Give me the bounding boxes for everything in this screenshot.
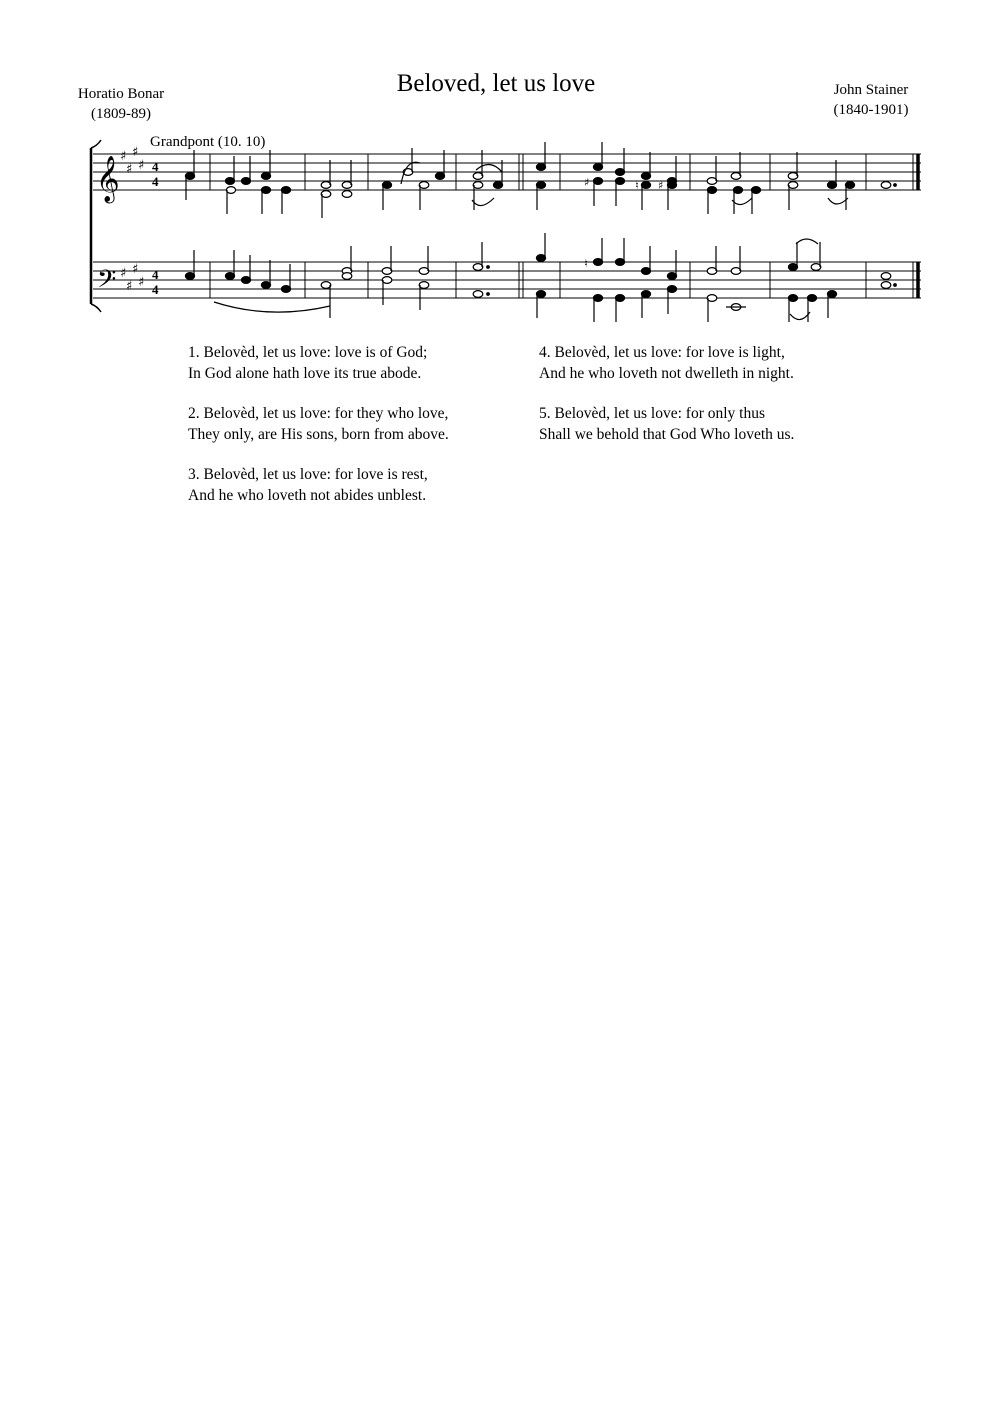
verse-column-1 <box>188 342 528 525</box>
svg-text:♮: ♮ <box>584 257 588 270</box>
svg-text:♯: ♯ <box>584 176 590 189</box>
svg-text:♯: ♯ <box>120 266 127 281</box>
svg-text:4: 4 <box>152 267 159 282</box>
tune-name: Grandpont (10. 10) <box>150 134 266 150</box>
verse-line: And he who loveth not abides unblest. <box>188 487 427 504</box>
treble-notes <box>185 142 896 218</box>
svg-text:♯: ♯ <box>132 262 139 277</box>
svg-text:♯: ♯ <box>138 158 145 173</box>
treble-time-signature <box>152 159 159 189</box>
verse-3 <box>188 464 528 506</box>
svg-text:♯: ♯ <box>138 275 145 290</box>
barlines <box>210 154 918 298</box>
svg-text:♯: ♯ <box>120 149 127 164</box>
verse-line: 2. Belovèd, let us love: for they who love, <box>188 405 449 422</box>
bass-time-signature <box>152 267 159 297</box>
verse-line: 1. Belovèd, let us love: love is of God; <box>188 344 428 361</box>
verse-line: In God alone hath love its true abode. <box>188 365 422 382</box>
bass-notes <box>185 233 896 322</box>
verse-line: Shall we behold that God Who loveth us. <box>539 426 795 443</box>
verse-line: And he who loveth not dwelleth in night. <box>539 365 794 382</box>
svg-text:♯: ♯ <box>126 279 133 294</box>
svg-text:♯: ♯ <box>658 179 664 192</box>
svg-text:♯: ♯ <box>126 162 133 177</box>
svg-text:♮: ♮ <box>635 179 639 192</box>
svg-text:4: 4 <box>152 174 159 189</box>
verse-line: 4. Belovèd, let us love: for love is light, <box>539 344 785 361</box>
hymn-title: Beloved, let us love <box>396 70 596 97</box>
verse-line: 5. Belovèd, let us love: for only thus <box>539 405 766 422</box>
author-dates: (1809-89) <box>91 106 151 122</box>
verse-5 <box>539 403 879 445</box>
verse-1 <box>188 342 528 384</box>
bass-clef-icon: 𝄢 <box>97 265 117 300</box>
svg-text:4: 4 <box>152 159 159 174</box>
verse-line: They only, are His sons, born from above. <box>188 426 449 443</box>
verse-line: 3. Belovèd, let us love: for love is rest, <box>188 466 428 483</box>
composer-dates: (1840-1901) <box>833 102 909 118</box>
svg-text:♯: ♯ <box>132 145 139 160</box>
verse-4 <box>539 342 879 384</box>
svg-text:4: 4 <box>152 282 159 297</box>
music-score <box>0 0 992 340</box>
composer-name: John Stainer <box>833 82 909 98</box>
treble-clef-icon: 𝄞 <box>96 156 120 202</box>
verse-2 <box>188 403 528 445</box>
verse-column-2 <box>539 342 879 464</box>
author-name: Horatio Bonar <box>77 86 165 102</box>
